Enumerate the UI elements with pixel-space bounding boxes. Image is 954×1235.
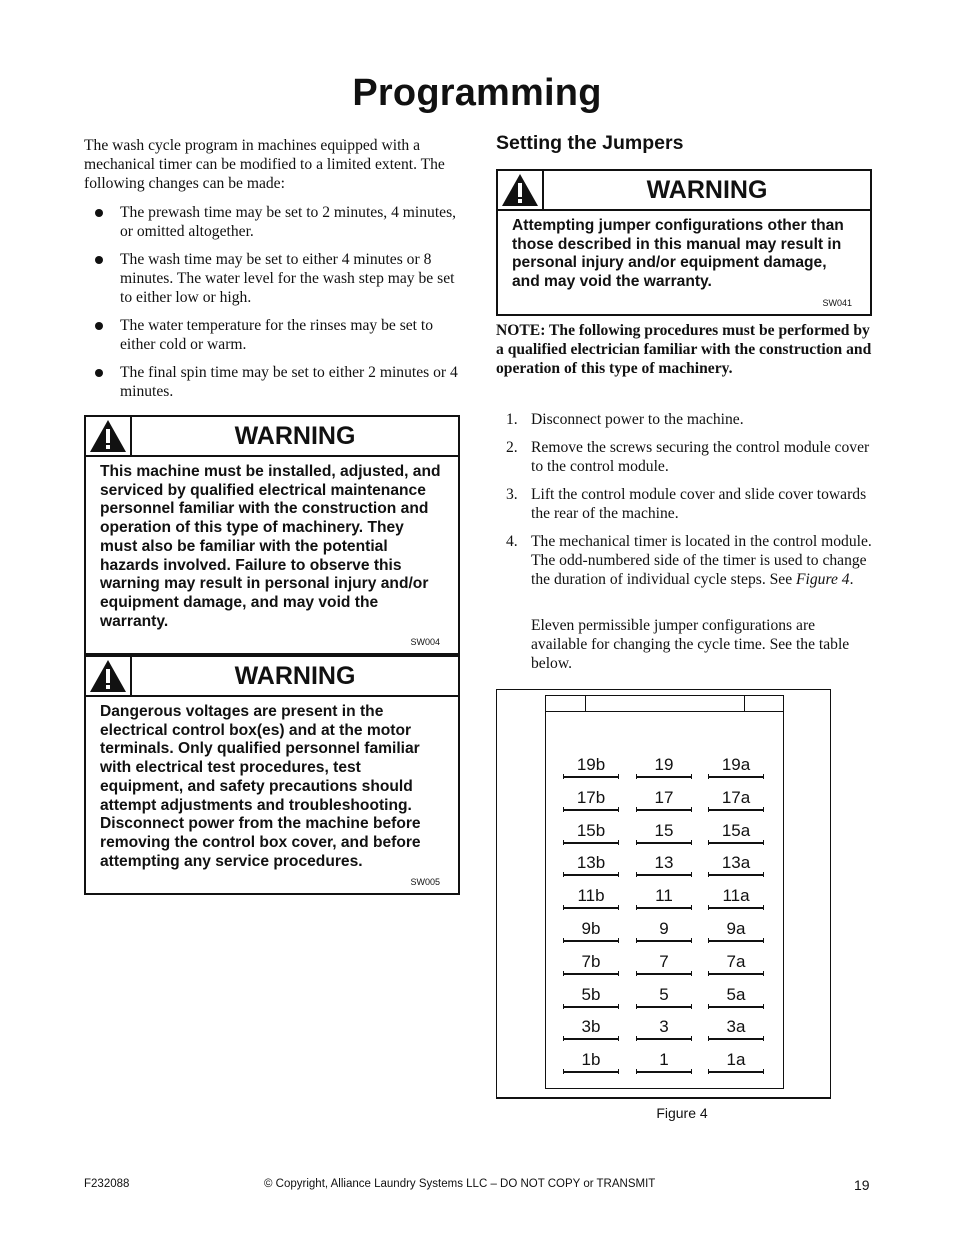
jumper-label: 17a: [721, 787, 751, 807]
jumper-terminal: [563, 1071, 619, 1073]
bullet-icon: [95, 256, 103, 264]
jumper-terminal: [563, 809, 619, 811]
jumper-terminal: [563, 842, 619, 844]
jumper-label: 9: [659, 919, 669, 938]
warning-box-sw004: [84, 415, 460, 655]
bullet-icon: [95, 322, 103, 330]
jumper-label: 19b: [576, 755, 606, 774]
procedure-steps: [496, 410, 872, 598]
note-paragraph: NOTE: The following procedures must be performed by a qualified electrician familiar with the construction and operation of this type of machinery.: [496, 322, 872, 377]
jumper-terminal: [708, 940, 764, 942]
warning-title: WARNING: [646, 176, 768, 204]
jumper-terminal: [563, 907, 619, 909]
jumper-label: 13b: [576, 853, 606, 873]
bullet-icon: [95, 209, 103, 217]
jumper-label: 13: [654, 853, 674, 873]
jumper-label: 7b: [581, 951, 601, 971]
jumper-label: 3b: [581, 1017, 601, 1037]
jumper-terminal: [708, 1071, 764, 1073]
warning-text: This machine must be installed, adjusted, and serviced by qualified electrical maintenance personnel familiar with the construction and operation of this type of machinery. They must also be familiar with the potential hazards involved. Failure to observe this warning may result in personal injury and/or equipment damage, and may void the warranty.: [100, 463, 441, 630]
jumper-label: 9b: [581, 919, 601, 938]
list-item: 4. The mechanical timer is located in the control module. The odd-numbered side of the timer is used to change the duration of individual cycle steps. See Figure 4.: [506, 533, 872, 588]
jumper-row: [545, 985, 782, 1007]
jumper-terminal: [563, 1006, 619, 1008]
jumper-terminal: [636, 973, 692, 975]
jumper-row: [545, 788, 782, 810]
jumper-label: 9a: [726, 919, 746, 938]
list-item: 2. Remove the screws securing the control module cover to the control module.: [506, 439, 870, 475]
jumper-label: 5: [659, 984, 669, 1004]
jumper-terminal: [636, 809, 692, 811]
warning-header: [86, 417, 458, 457]
left-column: [84, 136, 462, 410]
warning-box-sw005: [84, 655, 460, 895]
list-item: The wash time may be set to either 4 minutes or 8 minutes. The water level for the wash step may be set to either low or high.: [84, 250, 462, 307]
jumper-row: [545, 821, 782, 843]
list-item: The final spin time may be set to either 2 minutes or 4 minutes.: [84, 363, 462, 401]
jumper-label: 15: [654, 820, 674, 840]
document-id: F232088: [84, 1178, 130, 1190]
jumper-terminal: [563, 776, 619, 778]
jumper-terminal: [636, 776, 692, 778]
jumper-terminal: [636, 842, 692, 844]
jumper-terminal: [708, 973, 764, 975]
page-title: Programming: [352, 72, 602, 114]
jumper-row: [545, 1017, 782, 1039]
warning-triangle-icon: [501, 173, 539, 207]
warning-text: Dangerous voltages are present in the electrical control box(es) and at the motor terminals. Only qualified personnel familiar with electrical test procedures, test equipment, and safety precautions should attempt adjustments and troubleshooting. Disconnect power from the machine before removing the control box cover, and before attempting any service procedures.: [100, 703, 421, 870]
jumper-label: 19a: [721, 755, 751, 774]
jumper-row: [545, 853, 782, 875]
timer-header-strip: [545, 695, 784, 712]
jumper-label: 17b: [576, 787, 606, 807]
jumper-row: [545, 755, 782, 777]
list-item: The prewash time may be set to 2 minutes, 4 minutes, or omitted altogether.: [84, 203, 462, 241]
jumper-label: 5b: [581, 984, 601, 1004]
warning-code: SW041: [822, 297, 852, 308]
warning-triangle-icon: [89, 659, 127, 693]
jumper-terminal: [636, 874, 692, 876]
jumper-terminal: [708, 842, 764, 844]
jumper-label: 5a: [726, 984, 746, 1004]
jumper-terminal: [563, 1038, 619, 1040]
warning-title: WARNING: [234, 422, 356, 450]
section-heading: Setting the Jumpers: [496, 132, 684, 154]
jumper-label: 7: [659, 951, 669, 971]
jumper-terminal: [708, 874, 764, 876]
jumper-row: [545, 952, 782, 974]
list-item: 3. Lift the control module cover and slide cover towards the rear of the machine.: [506, 486, 867, 522]
jumper-terminal: [708, 1006, 764, 1008]
jumper-terminal: [708, 1038, 764, 1040]
jumper-label: 1: [659, 1050, 669, 1070]
jumper-label: 19: [654, 755, 674, 774]
intro-paragraph: The wash cycle program in machines equipped with a mechanical timer can be modified to a limited extent. The following changes can be made:: [84, 137, 445, 192]
list-item: The water temperature for the rinses may be set to either cold or warm.: [84, 316, 462, 354]
jumper-terminal: [636, 1038, 692, 1040]
jumper-label: 15a: [721, 820, 751, 840]
warning-text: Attempting jumper configurations other than those described in this manual may result in personal injury and/or equipment damage, and may void the warranty.: [512, 217, 844, 291]
jumper-terminal: [636, 907, 692, 909]
warning-title: WARNING: [234, 662, 356, 690]
bullet-icon: [95, 369, 103, 377]
jumper-terminal: [563, 973, 619, 975]
figure-caption: Figure 4: [656, 1105, 708, 1121]
page-number: 19: [854, 1177, 870, 1193]
right-column: [496, 132, 872, 155]
jumper-terminal: [563, 940, 619, 942]
warning-box-sw041: [496, 169, 872, 316]
change-list: [84, 203, 462, 401]
jumper-label: 11a: [722, 886, 750, 906]
jumper-terminal: [708, 907, 764, 909]
list-item: 1. Disconnect power to the machine.: [506, 411, 744, 428]
jumper-row: [545, 919, 782, 941]
warning-code: SW004: [410, 637, 440, 648]
jumper-label: 1a: [726, 1050, 746, 1070]
copyright-notice: © Copyright, Alliance Laundry Systems LLC – DO NOT COPY or TRANSMIT: [264, 1178, 656, 1190]
jumper-terminal: [636, 1006, 692, 1008]
jumper-terminal: [563, 874, 619, 876]
jumper-row: [545, 1050, 782, 1072]
jumper-label: 15b: [576, 820, 606, 840]
jumper-terminal: [636, 940, 692, 942]
step-continuation: Eleven permissible jumper configurations are available for changing the cycle time. See the table below.: [531, 617, 850, 672]
jumper-label: 1b: [581, 1050, 601, 1070]
jumper-terminal: [708, 776, 764, 778]
jumper-label: 3: [659, 1017, 669, 1037]
jumper-row: [545, 886, 782, 908]
jumper-terminal: [708, 809, 764, 811]
jumper-terminal: [636, 1071, 692, 1073]
jumper-label: 17: [654, 787, 674, 807]
jumper-label: 11b: [577, 886, 605, 906]
figure-reference: Figure 4: [796, 571, 850, 588]
warning-code: SW005: [410, 877, 440, 888]
jumper-label: 3a: [726, 1017, 746, 1037]
jumper-label: 7a: [726, 951, 746, 971]
warning-header: [86, 657, 458, 697]
jumper-label: 11: [655, 886, 673, 906]
warning-header: [498, 171, 870, 211]
warning-triangle-icon: [89, 419, 127, 453]
jumper-label: 13a: [721, 853, 751, 873]
